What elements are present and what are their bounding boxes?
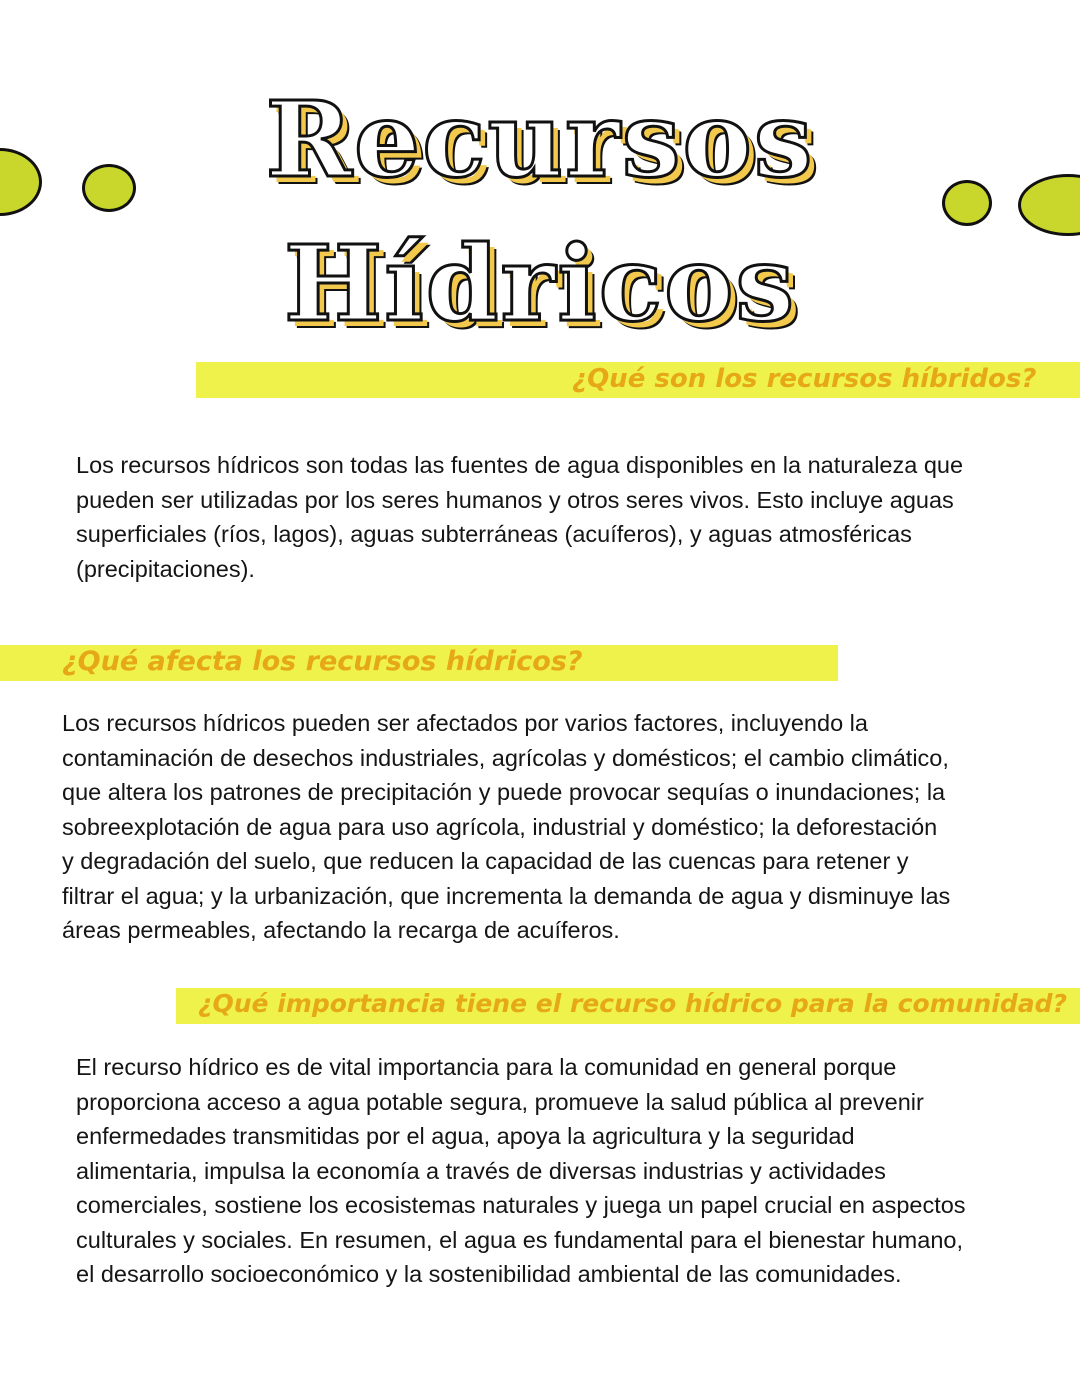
section-2-line: que altera los patrones de precipitación y puede provocar sequías o inundaciones; la	[62, 779, 946, 805]
section-3-line: culturales y sociales. En resumen, el agua es fundamental para el bienestar humano,	[76, 1226, 963, 1253]
section-heading-3: ¿Qué importancia tiene el recurso hídrico para la comunidad?	[198, 989, 1068, 1018]
section-2-line: filtrar el agua; y la urbanización, que incrementa la demanda de agua y disminuye las	[62, 882, 951, 909]
section-body-3	[76, 1050, 966, 1292]
section-3-line: enfermedades transmitidas por el agua, apoya la agricultura y la seguridad	[76, 1123, 855, 1149]
page-title-line2: Hídricos	[283, 222, 797, 345]
section-body-2	[62, 706, 950, 948]
section-2-line: Los recursos hídricos pueden ser afectados por varios factores, incluyendo la	[62, 710, 868, 736]
section-2-line: sobreexplotación de agua para uso agrícola, industrial y doméstico; la deforestación	[62, 813, 938, 840]
section-3-line: alimentaria, impulsa la economía a través de diversas industrias y actividades	[76, 1157, 886, 1184]
section-2-line: contaminación de desechos industriales, agrícolas y domésticos; el cambio climático,	[62, 744, 949, 771]
section-heading-1: ¿Qué son los recursos híbridos?	[572, 364, 1037, 394]
section-2-line: y degradación del suelo, que reducen la capacidad de las cuencas para retener y	[62, 848, 909, 874]
section-1-line: superficiales (ríos, lagos), aguas subterráneas (acuíferos), y aguas atmosféricas	[76, 521, 912, 547]
section-body-1	[76, 448, 963, 586]
section-3-line: proporciona acceso a agua potable segura, promueve la salud pública al prevenir	[76, 1088, 924, 1115]
section-3-line: el desarrollo socioeconómico y la sostenibilidad ambiental de las comunidades.	[76, 1261, 902, 1287]
section-3-line: El recurso hídrico es de vital importancia para la comunidad en general porque	[76, 1054, 897, 1080]
section-1-line: Los recursos hídricos son todas las fuentes de agua disponibles en la naturaleza que	[76, 452, 964, 478]
section-1-line: (precipitaciones).	[76, 555, 255, 582]
section-1-line: pueden ser utilizadas por los seres humanos y otros seres vivos. Esto incluye aguas	[76, 486, 954, 513]
section-heading-2: ¿Qué afecta los recursos hídricos?	[62, 646, 583, 677]
section-3-line: comerciales, sostiene los ecosistemas naturales y juega un papel crucial en aspectos	[76, 1192, 966, 1218]
page-title-line1: Recursos	[265, 78, 815, 201]
section-2-line: áreas permeables, afectando la recarga de acuíferos.	[62, 917, 620, 943]
